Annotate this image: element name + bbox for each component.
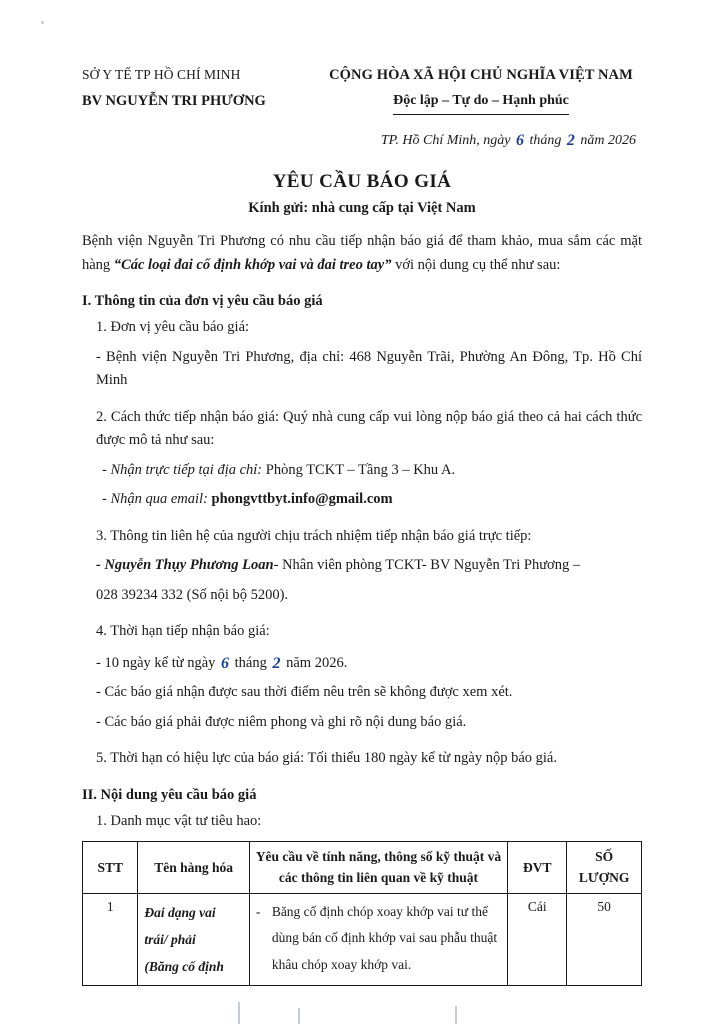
cell-requirements xyxy=(249,893,507,985)
deadline-month-handwritten: 2 xyxy=(272,654,281,672)
intro-part-1: Bệnh viện Nguyễn Tri Phương có nhu cầu tiếp nhận báo giá để tham khảo, mua sắm các mặt hàng xyxy=(82,233,642,273)
date-month-label: tháng xyxy=(529,133,562,149)
contact-person-name: - Nguyễn Thụy Phương Loan xyxy=(96,557,274,574)
scan-artifact-1 xyxy=(238,1002,240,1024)
requirement-text-2: dùng bán cố định khớp vai sau phẫu thuật xyxy=(271,930,498,946)
org-line-2: BV NGUYỄN TRI PHƯƠNG xyxy=(82,92,266,109)
bullet-dash: - xyxy=(255,903,261,919)
section-1-item-4-deadline xyxy=(82,650,642,676)
title-block xyxy=(82,171,642,217)
intro-part-2: với nội dung cụ thể như sau: xyxy=(395,256,561,273)
section-1-item-3: 3. Thông tin liên hệ của người chịu trách nhiệm tiếp nhận báo giá trực tiếp: xyxy=(96,527,532,544)
page-bottom-edge xyxy=(0,998,724,1024)
section-1-item-2: 2. Cách thức tiếp nhận báo giá: Quý nhà cung cấp vui lòng nộp báo giá theo cả hai cách thức được mô tả như sau: xyxy=(96,408,642,449)
cell-name-line-2: trái/ phải xyxy=(144,931,196,947)
column-header-unit: ĐVT xyxy=(508,842,567,894)
cell-name-line-1: Đai dạng vai xyxy=(144,904,216,920)
place-and-date xyxy=(82,131,642,149)
section-1-item-1-value: - Bệnh viện Nguyễn Tri Phương, địa chỉ: 468 Nguyễn Trãi, Phường An Đông, Tp. Hồ Chí Minh xyxy=(96,348,642,389)
intro-paragraph xyxy=(82,230,642,277)
column-header-requirements: Yêu cầu về tính năng, thông số kỹ thuật và các thông tin liên quan về kỹ thuật xyxy=(249,842,507,894)
table-row xyxy=(83,893,642,985)
deadline-prefix: - 10 ngày kể từ ngày xyxy=(96,654,216,671)
place-date-prefix: TP. Hồ Chí Minh, ngày xyxy=(380,133,511,149)
column-header-quantity: SỐ LƯỢNG xyxy=(567,842,642,894)
section-1-item-3-contact xyxy=(82,554,642,577)
national-motto: Độc lập – Tự do – Hạnh phúc xyxy=(393,88,569,115)
column-header-name: Tên hàng hóa xyxy=(138,842,249,894)
document-header xyxy=(82,62,642,115)
section-2-heading: II. Nội dung yêu cầu báo giá xyxy=(82,786,257,803)
bullet-spacer xyxy=(256,952,272,978)
stray-mark xyxy=(41,21,44,24)
contact-phone: 028 39234 332 (Số nội bộ 5200). xyxy=(96,586,289,603)
cell-stt: 1 xyxy=(83,893,138,985)
requirement-line-3 xyxy=(256,952,501,978)
deadline-day-handwritten: 6 xyxy=(221,654,230,672)
cell-quantity: 50 xyxy=(567,893,642,985)
section-1-heading: I. Thông tin của đơn vị yêu cầu báo giá xyxy=(82,293,323,310)
date-month-handwritten: 2 xyxy=(566,132,575,150)
section-1-item-1-label: 1. Đơn vị yêu cầu báo giá: xyxy=(96,319,250,336)
deadline-year: năm 2026. xyxy=(286,654,348,671)
item-2a-value: Phòng TCKT – Tầng 3 – Khu A. xyxy=(265,461,456,478)
scan-artifact-3 xyxy=(455,1006,457,1024)
intro-highlight: “Các loại đai cố định khớp vai và đai treo tay” xyxy=(113,256,392,273)
section-1-item-4-note-1: - Các báo giá nhận được sau thời điểm nêu trên sẽ không được xem xét. xyxy=(96,684,513,701)
requirement-text-3: khâu chóp xoay khớp vai. xyxy=(271,956,412,972)
goods-table xyxy=(82,841,642,986)
page-title: YÊU CẦU BÁO GIÁ xyxy=(272,171,452,193)
national-heading xyxy=(320,62,642,115)
item-2a-label: - Nhận trực tiếp tại địa chỉ: xyxy=(102,461,263,478)
issuing-authority xyxy=(82,62,320,115)
requirement-text-1: Băng cố định chóp xoay khớp vai tư thế xyxy=(271,903,488,919)
cell-name-line-3: (Băng cố định xyxy=(144,958,224,974)
section-1-item-2b xyxy=(82,488,642,511)
cell-name xyxy=(138,893,249,985)
section-1-item-4-label: 4. Thời hạn tiếp nhận báo giá: xyxy=(96,623,270,640)
item-2b-label: - Nhận qua email: xyxy=(102,491,208,508)
column-header-stt: STT xyxy=(83,842,138,894)
deadline-month-label: tháng xyxy=(234,654,267,671)
bullet-spacer xyxy=(256,925,272,951)
section-1-item-2a xyxy=(82,459,642,482)
requirement-line-2 xyxy=(256,925,501,951)
section-2-subheading: 1. Danh mục vật tư tiêu hao: xyxy=(96,812,262,829)
section-1-item-5: 5. Thời hạn có hiệu lực của báo giá: Tối thiểu 180 ngày kể từ ngày nộp báo giá. xyxy=(96,750,557,767)
section-1-item-4-note-2: - Các báo giá phải được niêm phong và ghi rõ nội dung báo giá. xyxy=(96,713,467,730)
requirement-line-1 xyxy=(256,899,501,925)
cell-unit: Cái xyxy=(508,893,567,985)
page-subtitle: Kính gửi: nhà cung cấp tại Việt Nam xyxy=(248,200,476,217)
date-day-handwritten: 6 xyxy=(515,132,524,150)
contact-person-role: - Nhân viên phòng TCKT- BV Nguyễn Tri Phương – xyxy=(273,557,581,574)
scan-artifact-2 xyxy=(298,1008,300,1024)
national-title: CỘNG HÒA XÃ HỘI CHỦ NGHĨA VIỆT NAM xyxy=(329,67,633,83)
contact-email: phongvttbyt.info@gmail.com xyxy=(211,491,393,508)
date-year: năm 2026 xyxy=(580,133,636,149)
table-header-row xyxy=(83,842,642,894)
org-line-1: SỞ Y TẾ TP HỒ CHÍ MINH xyxy=(82,67,241,82)
document-content xyxy=(82,62,642,986)
